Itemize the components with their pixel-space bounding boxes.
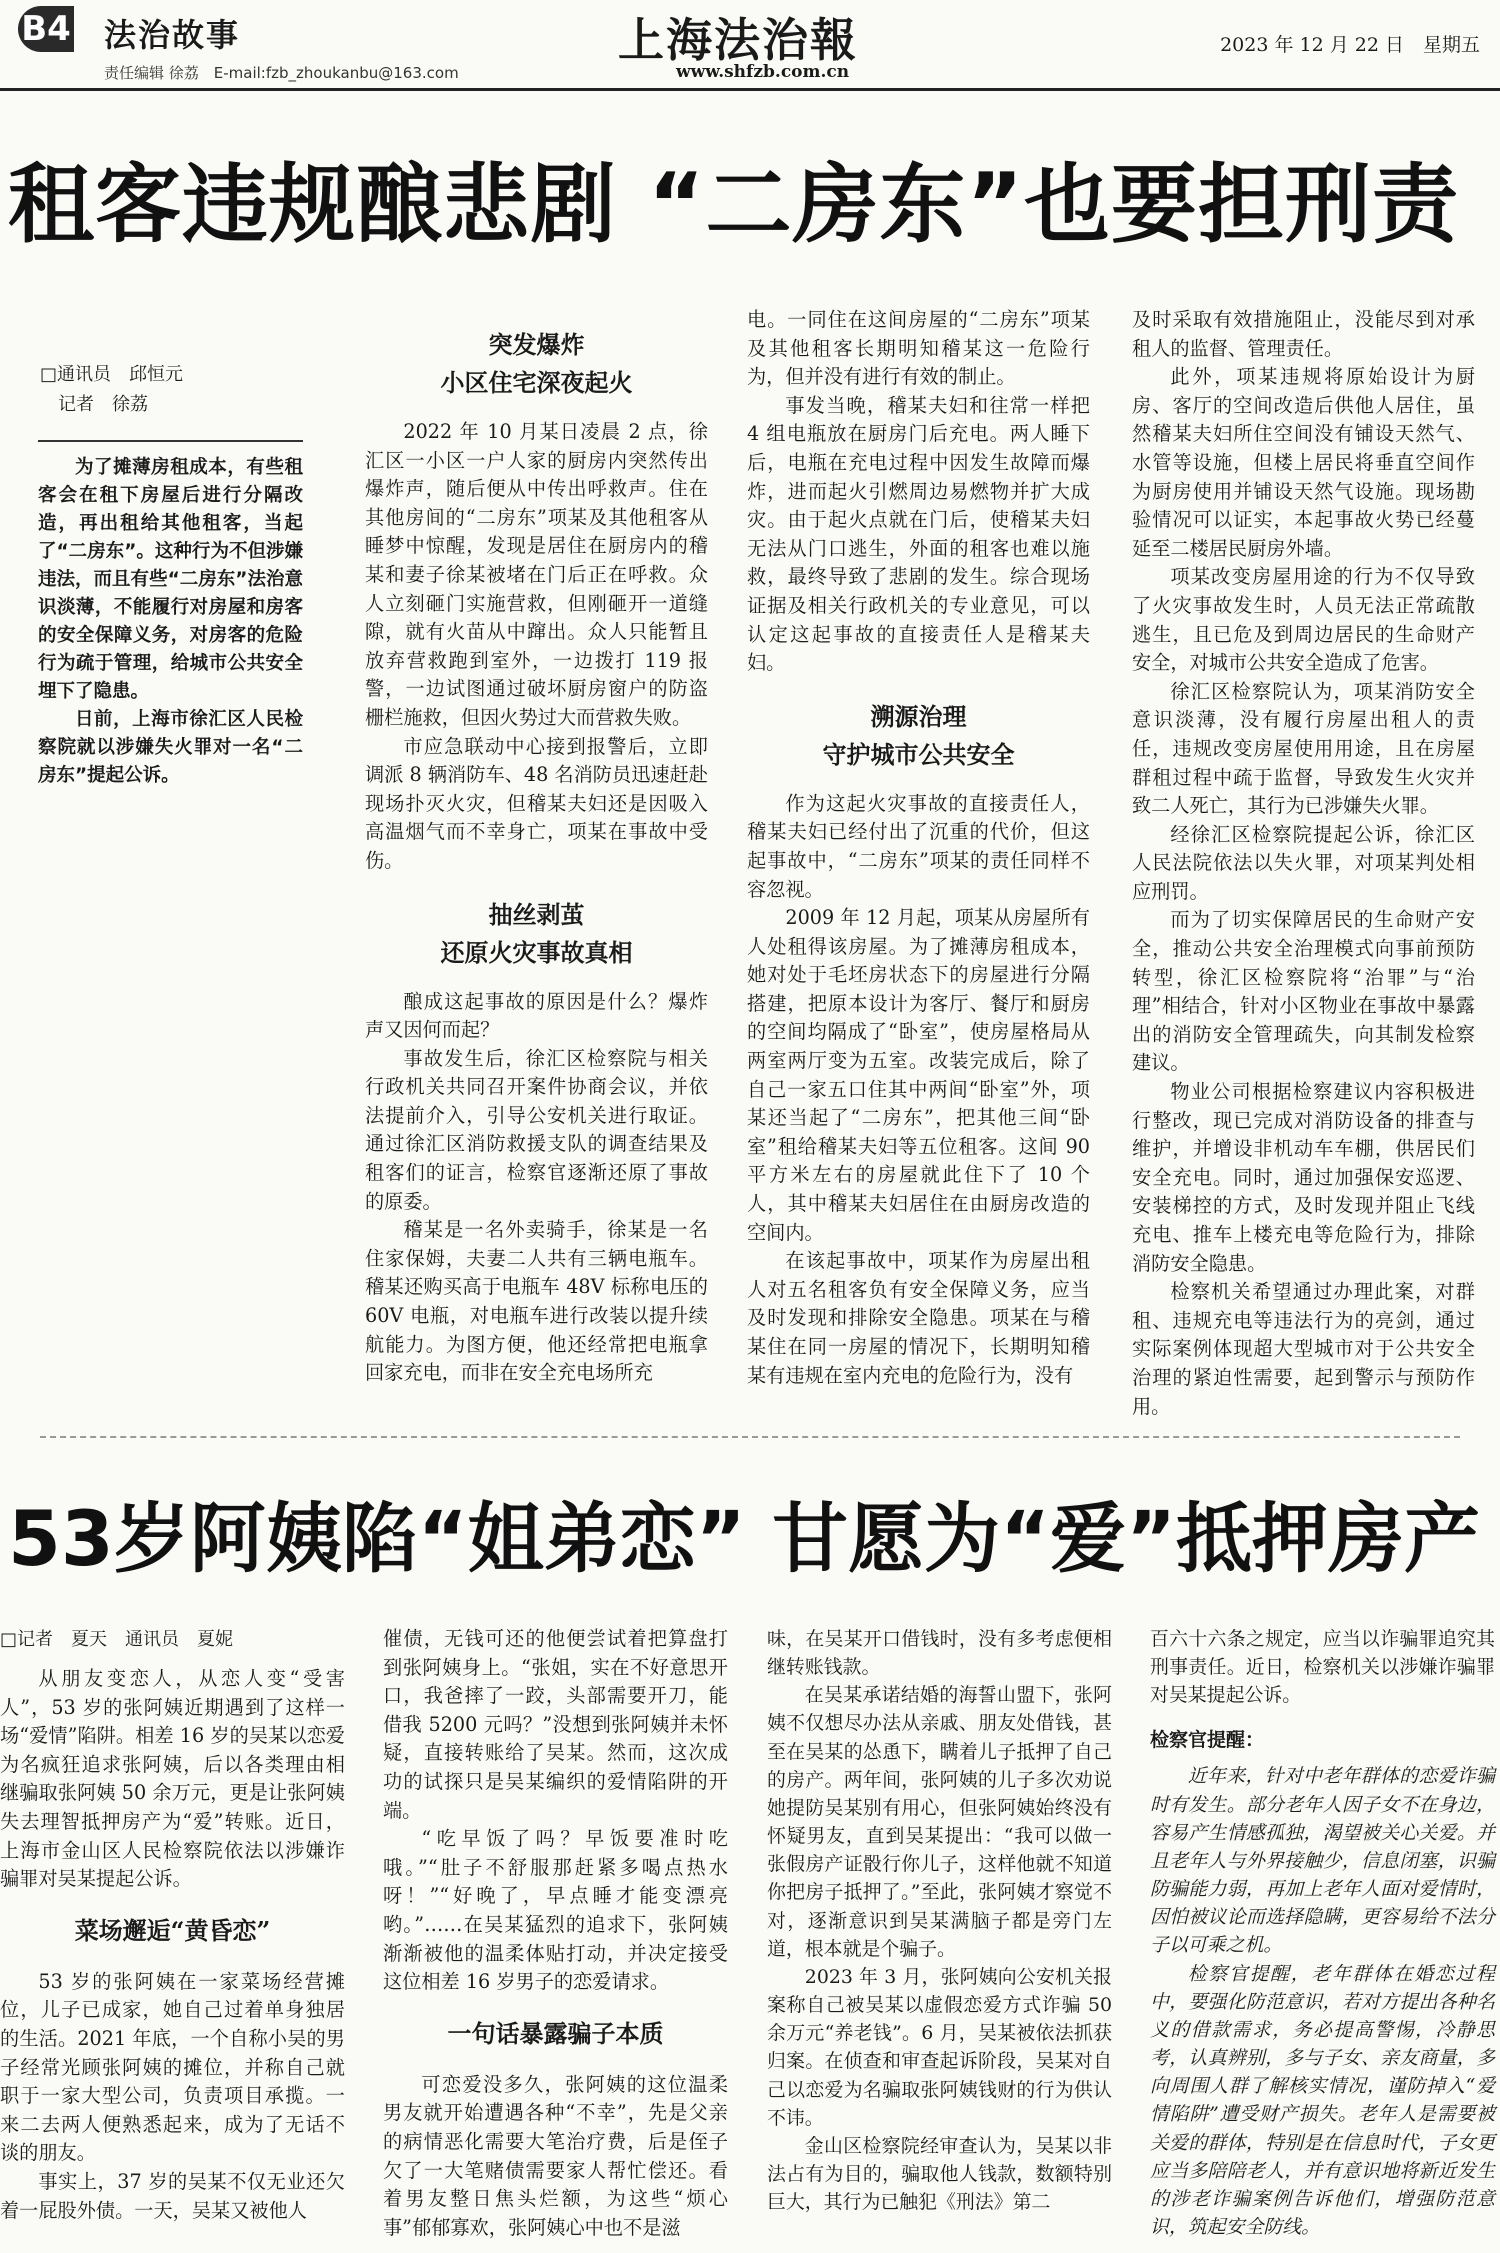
body-paragraph: 事实上，37 岁的吴某不仅无业还欠着一屁股外债。一天，吴某又被他人 (0, 2169, 345, 2222)
section-title: 法治故事 (104, 16, 241, 54)
subheading-line: 还原火灾事故真相 (440, 937, 633, 967)
body-paragraph: 而为了切实保障居民的生命财产安全，推动公共安全治理模式向事前预防转型，徐汇区检察院将“治罪”与“治理”相结合，针对小区物业在事故中暴露出的消防安全管理疏失，向其制发检察建议。 (1132, 908, 1475, 1075)
reminder-paragraph: 检察官提醒，老年群体在婚恋过程中，要强化防范意识，若对方提出各种名义的借款需求，务必提高警惕，冷静思考，认真辨别，多与子女、亲友商量，多向周围人群了解核实情况，谨防掉入“爱情陷阱”遭受财产损失。老年人是需要被关爱的群体，特别是在信息时代，子女更应当多陪陪老人，并有意识地将新近发生的涉老诈骗案例告诉他们，增强防范意识，筑起安全防线。 (1150, 1962, 1495, 2238)
body-paragraph: 徐汇区检察院认为，项某消防安全意识淡薄，没有履行房屋出租人的责任，违规改变房屋使用用途，且在房屋群租过程中疏于监督，导致发生火灾并致二人死亡，其行为已涉嫌失火罪。 (1132, 679, 1475, 818)
body-paragraph: 物业公司根据检察建议内容积极进行整改，现已完成对消防设备的排查与维护，并增设非机动车车棚，供居民们安全充电。同时，通过加强保安巡逻、安装梯控的方式，及时发现并阻止飞线充电、推车上楼充电等危险行为，排除消防安全隐患。 (1132, 1080, 1475, 1275)
byline-reporter: 记者 徐荔 (40, 394, 148, 415)
body-paragraph: 项某改变房屋用途的行为不仅导致了火灾事故发生时，人员无法正常疏散逃生，且已危及到周边居民的生命财产安全，对城市公共安全造成了危害。 (1132, 565, 1475, 675)
reminder-paragraph: 近年来，针对中老年群体的恋爱诈骗时有发生。部分老年人因子女不在身边，容易产生情感孤独，渴望被关心关爱。并且老年人与外界接触少，信息闭塞，识骗防骗能力弱，再加上老年人面对爱情时，因怕被议论而选择隐瞒，更容易给不法分子以可乘之机。 (1150, 1765, 1495, 1957)
article1-lead (38, 440, 303, 790)
article2-byline: □记者 夏天 通讯员 夏妮 (0, 1629, 234, 1650)
body-paragraph: 味，在吴某开口借钱时，没有多考虑便相继转账钱款。 (767, 1628, 1112, 1679)
body-paragraph: 市应急联动中心接到报警后，立即调派 8 辆消防车、48 名消防员迅速赶赴现场扑灭火灾，但稽某夫妇还是因吸入高温烟气而不幸身亡，项某在事故中受伤。 (365, 734, 708, 872)
body-paragraph: 金山区检察院经审查认为，吴某以非法占有为目的，骗取他人钱款，数额特别巨大，其行为已触犯《刑法》第二 (767, 2134, 1112, 2214)
body-paragraph: 事故发生后，徐汇区检察院与相关行政机关共同召开案件协商会议，并依法提前介入，引导公安机关进行取证。通过徐汇区消防救援支队的调查结果及租客们的证言，检察官逐渐还原了事故的原委。 (365, 1046, 708, 1213)
subheading (365, 326, 708, 402)
subheading: 一句话暴露骗子本质 (447, 2018, 664, 2048)
body-paragraph: 在吴某承诺结婚的海誓山盟下，张阿姨不仅想尽办法从亲戚、朋友处借钱，甚至在吴某的怂恿下，瞒着儿子抵押了自己的房产。两年间，张阿姨的儿子多次劝说她提防吴某别有用心，但张阿姨始终没有怀疑男友，直到吴某提出：“我可以做一张假房产证骰行你儿子，这样他就不知道你把房子抵押了。”至此，张阿姨才察觉不对，逐渐意识到吴某满脑子都是旁门左道，根本就是个骗子。 (767, 1684, 1112, 1960)
subheading-line: 溯源治理 (870, 701, 967, 731)
subheading (747, 698, 1090, 774)
article-divider (40, 1436, 1460, 1438)
article1-column-4 (1132, 306, 1475, 1421)
subheading-line: 小区住宅深夜起火 (440, 368, 633, 397)
article2-column-1 (0, 1625, 345, 2225)
body-paragraph: 2023 年 3 月，张阿姨向公安机关报案称自己被吴某以虚假恋爱方式诈骗 50 余万元“养老钱”。6 月，吴某被依法抓获归案。在侦查和审查起诉阶段，吴某对自己以恋爱为名骗取张阿姨钱财的行为供认不讳。 (767, 1965, 1112, 2129)
subheading (365, 896, 708, 972)
article2-column-2 (383, 1625, 728, 2242)
article1-headline: 租客违规酿悲剧 “二房东”也要担刑责 (8, 155, 1459, 255)
masthead-rule (0, 88, 1500, 91)
body-paragraph: 百六十六条之规定，应当以诈骗罪追究其刑事责任。近日，检察机关以涉嫌诈骗罪对吴某提起公诉。 (1150, 1628, 1495, 1707)
body-paragraph: 催债，无钱可还的他便尝试着把算盘打到张阿姨身上。“张姐，实在不好意思开口，我爸摔了一跤，头部需要开刀，能借我 5200 元吗？”没想到张阿姨并未怀疑，直接转账给了吴某。然而，这次成功的试探只是吴某编织的爱情陷阱的开端。 (383, 1627, 728, 1822)
subheading-line: 突发爆炸 (488, 330, 585, 359)
body-paragraph: 作为这起火灾事故的直接责任人，稽某夫妇已经付出了沉重的代价，但这起事故中，“二房东”项某的责任同样不容忽视。 (747, 791, 1090, 901)
byline-correspondent: □通讯员 邱恒元 (40, 364, 184, 385)
body-paragraph: 此外，项某违规将原始设计为厨房、客厅的空间改造后供他人居住，虽然稽某夫妇所住空间没有铺设天然气、水管等设施，但楼上居民将垂直空间作为厨房使用并铺设天然气设施。现场勘验情况可以证实，本起事故火势已经蔓延至二楼居民厨房外墙。 (1132, 365, 1475, 560)
body-paragraph: 53 岁的张阿姨在一家菜场经营摊位，儿子已成家，她自己过着单身独居的生活。2021 年底，一个自称小吴的男子经常光顾张阿姨的摊位，并称自己就职于一家大型公司，负责项目承揽。一来二去两人便熟悉起来，成为了无话不谈的朋友。 (0, 1969, 345, 2165)
newspaper-url[interactable]: www.shfzb.com.cn (676, 62, 850, 82)
body-paragraph: 在该起事故中，项某作为房屋出租人对五名租客负有安全保障义务，应当及时发现和排除安全隐患。项某在与稽某住在同一房屋的情况下，长期明知稽某有违规在室内充电的危险行为，没有 (747, 1249, 1090, 1387)
newspaper-logo: 上海法治報 (618, 13, 858, 67)
body-paragraph: 电。一同住在这间房屋的“二房东”项某及其他租客长期明知稽某这一危险行为，但并没有进行有效的制止。 (747, 308, 1090, 389)
page-number-badge: B4 (18, 6, 74, 52)
body-paragraph: “吃早饭了吗？早饭要准时吃哦。”“肚子不舒服那赶紧多喝点热水呀！”“好晚了，早点睡才能变漂亮哟。”……在吴某猛烈的追求下，张阿姨渐渐被他的温柔体贴打动，并决定接受这位相差 16 岁男子的恋爱请求。 (383, 1827, 728, 1994)
article1-column-2 (365, 318, 708, 1388)
article1-byline (40, 360, 183, 420)
lead-paragraph: 为了摊薄房租成本，有些租客会在租下房屋后进行分隔改造，再出租给其他租客，当起了“二房东”。这种行为不但涉嫌违法，而且有些“二房东”法治意识淡薄，不能履行对房屋和房客的安全保障义务，对房客的危险行为疏于管理，给城市公共安全埋下了隐患。 (38, 457, 303, 702)
body-paragraph: 2009 年 12 月起，项某从房屋所有人处租得该房屋。为了摊薄房租成本，她对处于毛坯房状态下的房屋进行分隔搭建，把原本设计为客厅、餐厅和厨房的空间均隔成了“卧室”，使房屋格局从两室两厅变为五室。改装完成后，除了自己一家五口住其中两间“卧室”外，项某还当起了“二房东”，把其他三间“卧室”租给稽某夫妇等五位租客。这间 90 平方米左右的房屋就此住下了 10 个人，其中稽某夫妇居住在由厨房改造的空间内。 (747, 906, 1090, 1244)
body-paragraph: 及时采取有效措施阻止，没能尽到对承租人的监督、管理责任。 (1132, 308, 1475, 360)
editor-line: 责任编辑 徐荔 E-mail:fzb_zhoukanbu@163.com (104, 64, 459, 82)
body-paragraph: 检察机关希望通过办理此案，对群租、违规充电等违法行为的亮剑，通过实际案例体现超大型城市对于公共安全治理的紧迫性需要，起到警示与预防作用。 (1132, 1280, 1475, 1418)
body-paragraph: 稽某是一名外卖骑手，徐某是一名住家保姆，夫妻二人共有三辆电瓶车。稽某还购买高于电瓶车 48V 标称电压的 60V 电瓶，对电瓶车进行改装以提升续航能力。为图方便，他还经常把电瓶拿回家充电，而非在安全充电场所充 (365, 1218, 708, 1385)
prosecutor-reminder-label: 检察官提醒： (1150, 1729, 1265, 1752)
body-paragraph: 从朋友变恋人，从恋人变“受害人”，53 岁的张阿姨近期遇到了这样一场“爱情”陷阱。相差 16 岁的吴某以恋爱为名疯狂追求张阿姨，后以各类理由相继骗取张阿姨 50 余万元，更是让张阿姨失去理智抵押房产为“爱”转账。近日，上海市金山区人民检察院依法以涉嫌诈骗罪对吴某提起公诉。 (0, 1667, 345, 1891)
subheading: 菜场邂逅“黄昏恋” (74, 1915, 271, 1945)
article2-headline: 53岁阿姨陷“姐弟恋” 甘愿为“爱”抵押房产 (8, 1494, 1481, 1583)
body-paragraph: 酿成这起事故的原因是什么？爆炸声又因何而起？ (365, 989, 708, 1042)
article2-column-4 (1150, 1625, 1495, 2241)
article1-column-3 (747, 306, 1090, 1390)
body-paragraph: 可恋爱没多久，张阿姨的这位温柔男友就开始遭遇各种“不幸”，先是父亲的病情恶化需要大笔治疗费，后是侄子欠了一大笔赌债需要家人帮忙偿还。看着男友整日焦头烂额，为这些“烦心事”郁郁寡欢，张阿姨心中也不是滋 (383, 2072, 728, 2239)
article2-column-3 (767, 1625, 1112, 2216)
lead-paragraph: 日前，上海市徐汇区人民检察院就以涉嫌失火罪对一名“二房东”提起公诉。 (38, 709, 303, 786)
subheading-line: 守护城市公共安全 (822, 739, 1015, 769)
body-paragraph: 2022 年 10 月某日凌晨 2 点，徐汇区一小区一户人家的厨房内突然传出爆炸声，随后便从中传出呼救声。住在其他房间的“二房东”项某及其他租客从睡梦中惊醒，发现是居住在厨房内的稽某和妻子徐某被堵在门后正在呼救。众人立刻砸门实施营救，但刚砸开一道缝隙，就有火苗从中蹿出。众人只能暂且放弃营救跑到室外，一边拨打 119 报警，一边试图通过破坏厨房窗户的防盗栅栏施救，但因火势过大而营救失败。 (365, 420, 708, 729)
issue-date: 2023 年 12 月 22 日 星期五 (1220, 34, 1480, 56)
body-paragraph: 事发当晚，稽某夫妇和往常一样把 4 组电瓶放在厨房门后充电。两人睡下后，电瓶在充电过程中因发生故障而爆炸，进而起火引燃周边易燃物并扩大成灾。由于起火点就在门后，使稽某夫妇无法从门口逃生，外面的租客也难以施救，最终导致了悲剧的发生。综合现场证据及相关行政机关的专业意见，可以认定这起事故的直接责任人是稽某夫妇。 (747, 393, 1090, 675)
body-paragraph: 经徐汇区检察院提起公诉，徐汇区人民法院依法以失火罪，对项某判处相应刑罚。 (1132, 822, 1475, 903)
subheading-line: 抽丝剥茧 (488, 899, 585, 929)
